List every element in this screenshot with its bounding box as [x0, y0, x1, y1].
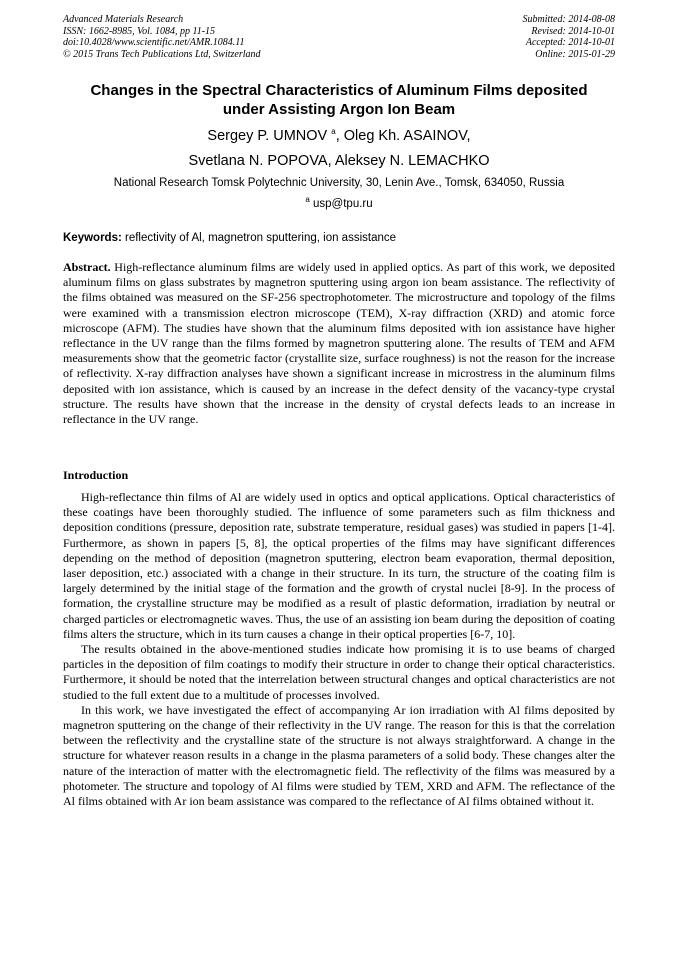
keywords [63, 231, 615, 245]
author-2: , Oleg Kh. ASAINOV, [335, 128, 471, 144]
journal-doi: doi:10.4028/www.scientific.net/AMR.1084.11 [63, 37, 245, 48]
title-line-1: Changes in the Spectral Characteristics of Aluminum Films deposited [90, 82, 588, 99]
journal-name: Advanced Materials Research [63, 14, 184, 25]
abstract [63, 260, 615, 427]
affiliation: National Research Tomsk Polytechnic University, 30, Lenin Ave., Tomsk, 634050, Russia [113, 177, 565, 189]
paper-title [63, 81, 615, 119]
intro-paragraph-3: In this work, we have investigated the effect of accompanying Ar ion irradiation with Al films deposited by magnetron sputtering on the change of their reflectivity in the UV range. The reason for this is that the correlation between the reflectivity and the crystalline state of the structure is not always straightforward. A change in the structure for whatever reason results in a change in the plasma parameters of a solid body. These changes alter the nature of the interaction of matter with the electromagnetic field. The reflectivity of the films was measured by a photometer. The structure and topology of Al films were studied by TEM, XRD and AFM. The reflectance of the Al films obtained with Ar ion beam assistance was compared to the reflectance of Al films obtained without it. [63, 702, 615, 809]
abstract-label: Abstract. [63, 260, 111, 274]
email-address: usp@tpu.ru [309, 198, 373, 210]
authors-line-1 [63, 124, 615, 149]
date-accepted: Accepted: 2014-10-01 [525, 37, 615, 48]
author-1: Sergey P. UMNOV [207, 128, 328, 144]
date-submitted: Submitted: 2014-08-08 [522, 14, 615, 25]
author-1-superscript: a [331, 127, 336, 137]
section-heading-introduction: Introduction [63, 468, 129, 482]
introduction-body [63, 490, 615, 809]
intro-paragraph-2: The results obtained in the above-mentioned studies indicate how promising it is to use beams of charged particles in the deposition of film coatings to modify their structure in order to change their optical characteristics. Furthermore, it should be noted that the interrelation between structural changes and optical characteristics are not studied to the full extent due to a multitude of processes involved. [63, 642, 615, 702]
keywords-text: reflectivity of Al, magnetron sputtering, ion assistance [121, 232, 397, 244]
journal-copyright: © 2015 Trans Tech Publications Ltd, Switzerland [63, 48, 261, 60]
authors-line-2: Svetlana N. POPOVA, Aleksey N. LEMACHKO [188, 153, 490, 169]
email-superscript: a [305, 195, 310, 205]
abstract-text: High-reflectance aluminum films are widely used in applied optics. As part of this work, we deposited aluminum films on glass substrates by magnetron sputtering using argon ion beam assistance. The reflectivity of the films obtained was measured on the SF-256 spectrophotometer. The microstructure and topology of the films were examined with a transmission electron microscope (TEM), X-ray diffraction (XRD) and atomic force microscope (AFM). The studies have shown that the aluminum films deposited with ion assistance have higher reflectance in the UV range than the films formed by magnetron sputtering alone. The results of TEM and AFM measurements show that the geometric factor (crystallite size, surface roughness) is not the reason for the increase of reflectivity. X-ray diffraction analyses have shown a significant increase in microstress in the aluminum films deposited with ion assistance, which is caused by an increase in the defect density of the vacancy-type crystal structure. The results have shown that the increase in the density of crystal defects leads to an increase in reflectance in the UV range. [63, 260, 615, 427]
date-online: Online: 2015-01-29 [535, 48, 615, 60]
corresponding-email [63, 196, 615, 212]
submission-dates [523, 14, 616, 60]
title-line-2: under Assisting Argon Ion Beam [222, 101, 456, 118]
journal-issn: ISSN: 1662-8985, Vol. 1084, pp 11-15 [63, 25, 216, 37]
keywords-label: Keywords: [63, 232, 122, 244]
intro-paragraph-1: High-reflectance thin films of Al are widely used in optics and optical applications. Optical characteristics of these coatings have been thoroughly studied. The influence of some parameters such as film thickness and deposition conditions (pressure, deposition rate, substrate temperature, residual gases) was studied in papers [1-4]. Furthermore, as shown in papers [5, 8], the optical properties of the films may have significant differences depending on the method of deposition (magnetron sputtering, electron beam evaporation, thermal deposition, laser deposition, etc.) associated with a change in their structure. In its turn, the structure of the coating film is largely determined by the initial stage of the formation and the growth of crystal nuclei [8-9]. In the process of formation, the crystalline structure may be modified as a result of plastic deformation, irradiation by neutral or charged particles or electromagnetic waves. Thus, the use of an assisting ion beam during the deposition of coating films alters the structure, which in its turn causes a change in their optical properties [6-7, 10]. [63, 490, 615, 641]
date-revised: Revised: 2014-10-01 [531, 25, 615, 37]
author-list [63, 124, 615, 174]
journal-info [63, 14, 261, 60]
